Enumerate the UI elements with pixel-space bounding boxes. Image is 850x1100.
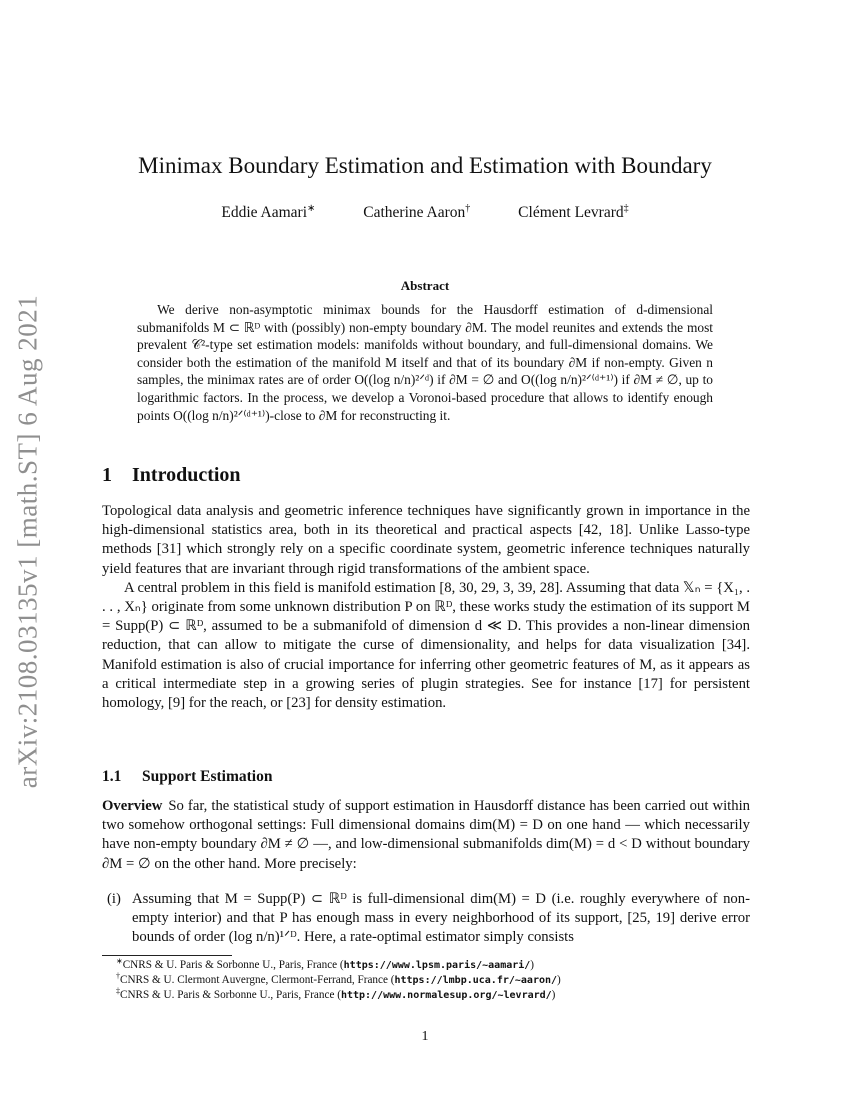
- footnote: †CNRS & U. Clermont Auvergne, Clermont-Ferrand, France (https://lmbp.uca.fr/~aaron/): [116, 971, 561, 986]
- overview-run-in-heading: Overview: [102, 798, 163, 814]
- paper-title: Minimax Boundary Estimation and Estimation with Boundary: [138, 153, 712, 178]
- author-list: [100, 204, 750, 222]
- footnote-link[interactable]: https://www.lpsm.paris/~aamari/: [343, 960, 531, 971]
- paragraph: Topological data analysis and geometric inference techniques have significantly grown in importance in the high-dimensional statistics area, both in its theoretical and practical aspects [42, 18]. Unlike Lasso-type methods [31] which strongly rely on a specific coordinate system, geometric inference techniques naturally yield features that are invariant through rigid transformations of the ambient space.: [102, 503, 750, 577]
- section-heading-introduction: 1 Introduction: [102, 464, 241, 486]
- footnote-link[interactable]: https://lmbp.uca.fr/~aaron/: [394, 975, 558, 986]
- paragraph: A central problem in this field is manifold estimation [8, 30, 29, 3, 39, 28]. Assuming that data 𝕏ₙ = {X₁, . . . , Xₙ} originate from some unknown distribution P on ℝᴰ, these works study the estimation of its support M = Supp(P) ⊂ ℝᴰ, assumed to be a submanifold of dimension d ≪ D. This provides a non-linear dimension reduction, that can allow to mitigate the curse of dimensionality, and helps for data visualization [34]. Manifold estimation is also of crucial importance for inferring other geometric features of M, as it appears as a critical intermediate step in a growing series of plugin strategies. See for instance [17] for persistent homology, [9] for the reach, or [23] for density estimation.: [102, 579, 751, 712]
- overview-paragraph: Overview So far, the statistical study of support estimation in Hausdorff distance has been carried out within two somehow orthogonal settings: Full dimensional domains dim(M) = D on one hand — which necessarily have non-empty boundary ∂M ≠ ∅ —, and low-dimensional submanifolds dim(M) = d < D without boundary ∂M = ∅ on the other hand. More precisely:: [102, 798, 750, 872]
- footnote: ∗CNRS & U. Paris & Sorbonne U., Paris, France (https://www.lpsm.paris/~aamari/): [116, 956, 535, 971]
- list-text: Assuming that M = Supp(P) ⊂ ℝᴰ is full-dimensional dim(M) = D (i.e. roughly everywhere of non-empty interior) and that P has enough mass in every neighborhood of its support, [25, 19] derive error bounds of order (log n/n)¹ᐟᴰ. Here, a rate-optimal estimator simply consists: [132, 891, 750, 946]
- footnote-link[interactable]: http://www.normalesup.org/~levrard/: [340, 990, 552, 1001]
- page-number: 1: [421, 1029, 429, 1044]
- abstract-heading: Abstract: [400, 278, 450, 293]
- list-label: (i): [107, 891, 121, 907]
- arxiv-identifier-stamp: arXiv:2108.03135v1 [math.ST] 6 Aug 2021: [12, 294, 43, 789]
- subsection-heading-support-estimation: 1.1 Support Estimation: [102, 768, 273, 785]
- footnote: ‡CNRS & U. Paris & Sorbonne U., Paris, France (http://www.normalesup.org/~levrard/): [116, 986, 556, 1001]
- introduction-body: [102, 502, 750, 713]
- author: Clément Levrard‡: [518, 202, 629, 221]
- enumerated-item: [107, 890, 750, 948]
- author: Eddie Aamari∗: [221, 202, 316, 221]
- abstract-text: We derive non-asymptotic minimax bounds for the Hausdorff estimation of d-dimensional submanifolds M ⊂ ℝᴰ with (possibly) non-empty boundary ∂M. The model reunites and extends the most prevalent 𝒞²-type set estimation models: manifolds without boundary, and full-dimensional domains. We consider both the estimation of the manifold M itself and that of its boundary ∂M if non-empty. Given n samples, the minimax rates are of order O((log n/n)²ᐟᵈ) if ∂M = ∅ and O((log n/n)²ᐟ⁽ᵈ⁺¹⁾) if ∂M ≠ ∅, up to logarithmic factors. In the process, we develop a Voronoi-based procedure that allows to identify enough points O((log n/n)²ᐟ⁽ᵈ⁺¹⁾)-close to ∂M for reconstructing it.: [137, 302, 713, 423]
- footnotes: [116, 958, 756, 1003]
- author: Catherine Aaron†: [363, 202, 471, 221]
